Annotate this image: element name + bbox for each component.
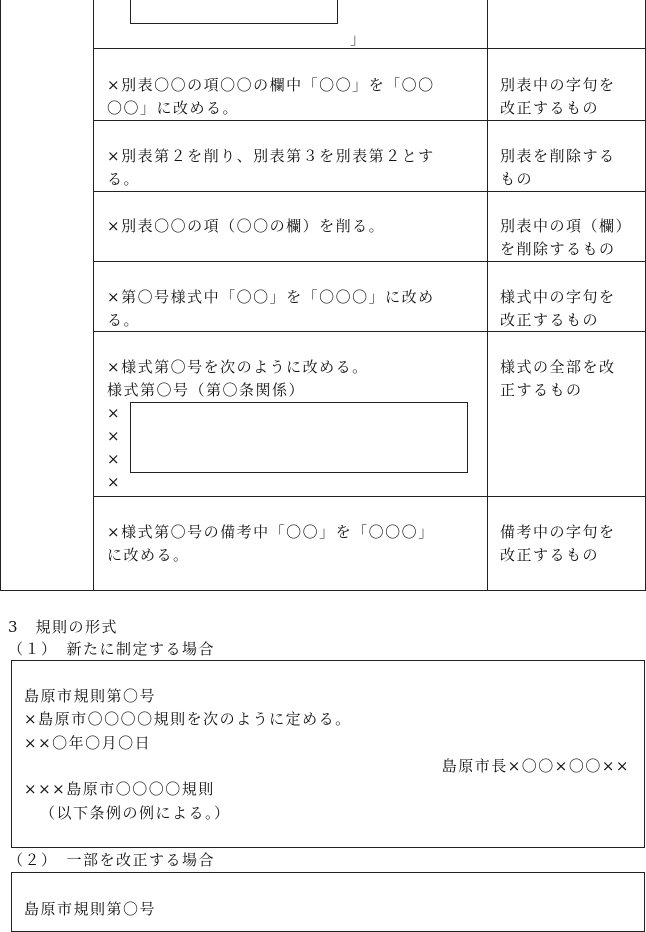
enactment-line: ×島原市〇〇〇〇規則を次のように定める。	[24, 710, 352, 728]
row-note-line: 正するもの	[500, 381, 583, 399]
date-line: ××〇年〇月〇日	[24, 734, 152, 752]
table-col2-divider	[487, 0, 488, 591]
row-note-line: 別表を削除する	[500, 147, 616, 165]
row-note-line: 様式の全部を改	[500, 358, 616, 376]
signature-line: 島原市長×〇〇×〇〇××	[441, 757, 630, 775]
subsection-heading: （１） 新たに制定する場合	[8, 640, 216, 658]
form-placeholder-box	[130, 402, 468, 473]
row-note-line: 備考中の字句を	[500, 523, 616, 541]
closing-bracket: 」	[350, 30, 367, 48]
rule-number: 島原市規則第〇号	[24, 900, 157, 918]
row-note	[500, 356, 616, 402]
row-note-line: 別表中の項（欄）	[500, 217, 633, 235]
row-mark: ×	[107, 473, 122, 491]
rule-body-note: （以下条例の例による。）	[40, 804, 231, 822]
subsection-heading: （２） 一部を改正する場合	[8, 851, 216, 869]
row-content-line: ×様式第〇号を次のように改める。	[107, 358, 369, 376]
rule-title: ×××島原市〇〇〇〇規則	[24, 780, 215, 798]
row-note-line: 改正するもの	[500, 99, 600, 117]
row-divider	[93, 48, 646, 49]
table-left-border	[0, 0, 1, 591]
row-divider	[93, 496, 646, 497]
row-content-line: ×別表第２を削り、別表第３を別表第２とす	[107, 147, 435, 165]
row-content-line: ×別表〇〇の項（〇〇の欄）を削る。	[107, 217, 386, 235]
row-mark: ×	[107, 404, 122, 422]
row-content-line: 〇〇」に改める。	[107, 99, 240, 117]
section-heading: 3 規則の形式	[8, 618, 119, 636]
row-note	[500, 521, 616, 567]
table-bottom-border	[0, 590, 646, 591]
row-note	[500, 145, 616, 191]
row-divider	[93, 120, 646, 121]
table-row	[107, 286, 435, 332]
row-note-line: 改正するもの	[500, 546, 600, 564]
row-note	[500, 215, 632, 261]
row-content-line: に改める。	[107, 546, 190, 564]
row-content-line: る。	[107, 311, 141, 329]
row-content-line: ×別表〇〇の項〇〇の欄中「〇〇」を「〇〇	[107, 76, 435, 94]
row-note-line: 別表中の字句を	[500, 76, 616, 94]
table-col1-divider	[93, 0, 94, 591]
table-row	[107, 521, 435, 567]
table-row	[107, 145, 435, 191]
row-note-line: 様式中の字句を	[500, 288, 616, 306]
row-content-line: ×第〇号様式中「〇〇」を「〇〇〇」に改め	[107, 288, 435, 306]
table-row	[107, 215, 385, 238]
row-note	[500, 286, 616, 332]
row-divider	[93, 261, 646, 262]
rule-number: 島原市規則第〇号	[24, 687, 157, 705]
row-note-line: を削除するもの	[500, 240, 616, 258]
table-row	[107, 74, 435, 120]
row-content-line: 様式第〇号（第〇条関係）	[107, 381, 306, 399]
row-note-line: 改正するもの	[500, 311, 600, 329]
row-divider	[93, 191, 646, 192]
continued-frame-box	[130, 0, 338, 24]
row-mark: ×	[107, 427, 122, 445]
row-note	[500, 74, 616, 120]
row-mark: ×	[107, 450, 122, 468]
row-content-line: る。	[107, 170, 141, 188]
row-note-line: もの	[500, 170, 534, 188]
row-content-line: ×様式第〇号の備考中「〇〇」を「〇〇〇」	[107, 523, 435, 541]
